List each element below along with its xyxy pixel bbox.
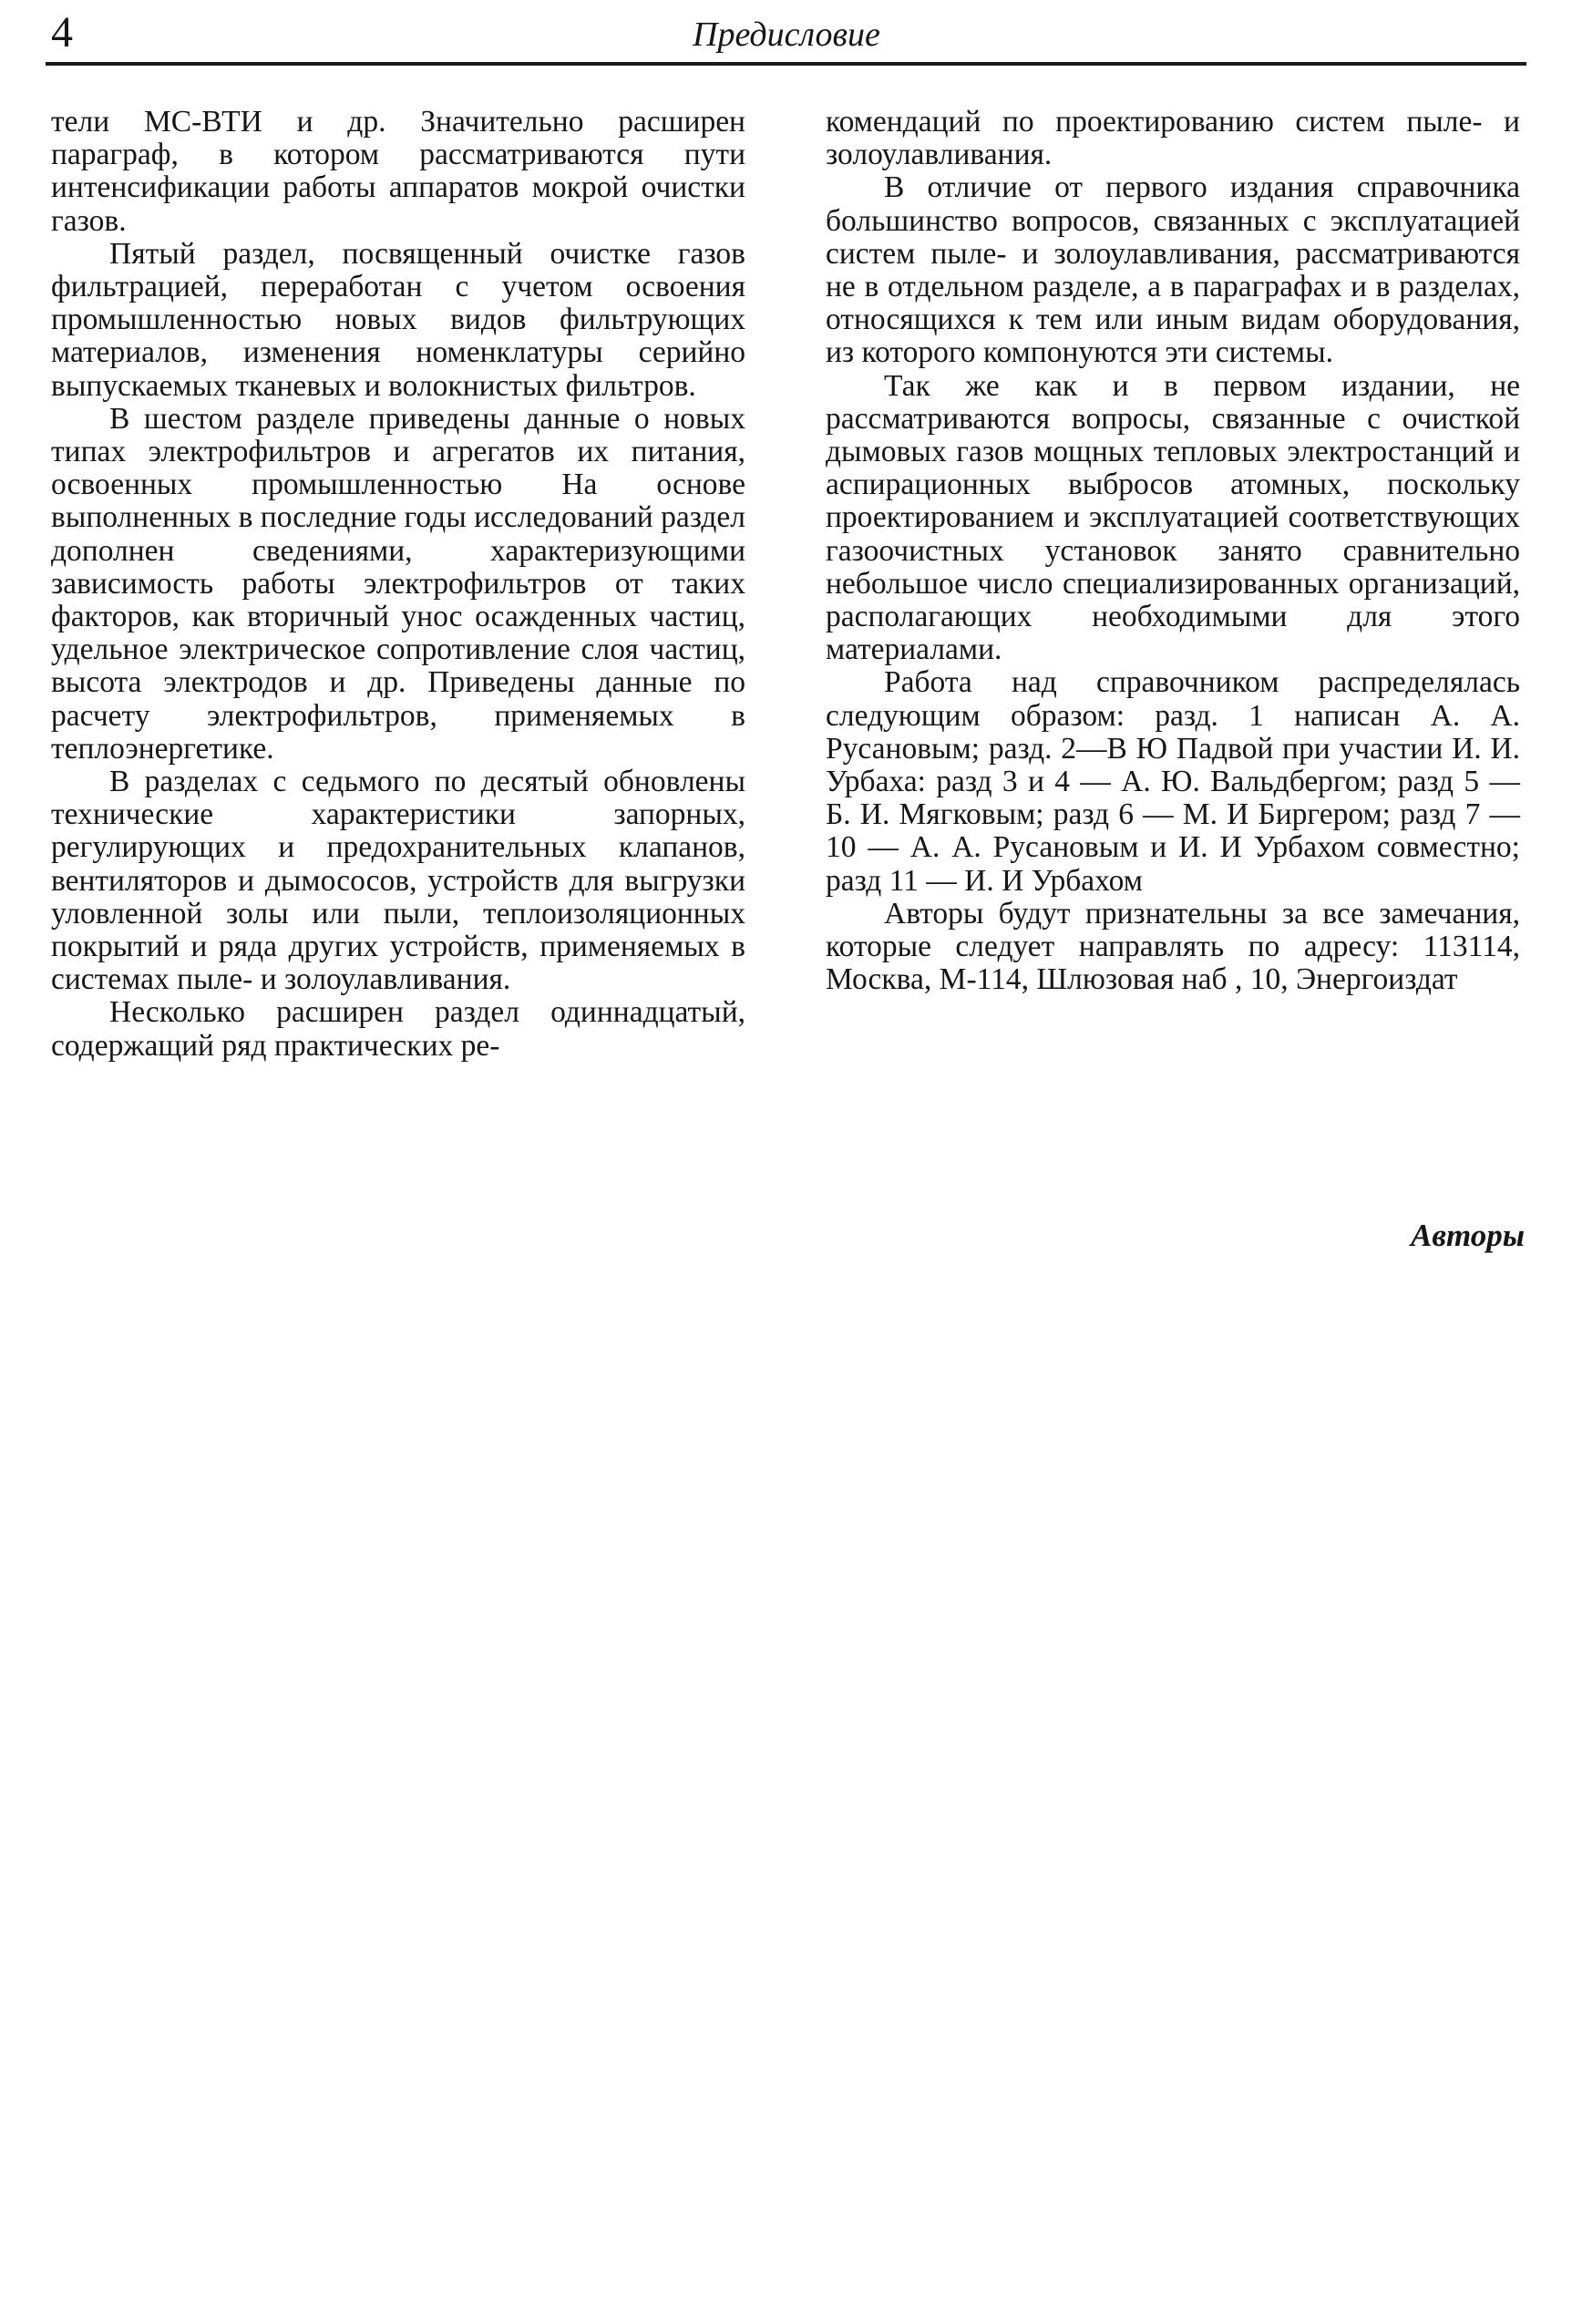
left-column xyxy=(51,106,745,1063)
paragraph: Пятый раздел, посвященный очистке газов фильтрацией, переработан с учетом освоения промышленностью новых видов фильтрующих материалов, изменения номенклатуры серийно выпускаемых тканевых и волокнистых фильтров. xyxy=(51,236,745,403)
paragraph: Авторы будут признательны за все замечания, которые следует направлять по адресу: 113114, Москва, М-114, Шлюзовая наб , 10, Энергоиздат xyxy=(826,896,1520,997)
paragraph: тели МС-ВТИ и др. Значительно расширен параграф, в котором рассматриваются пути интенсификации работы аппаратов мокрой очистки газов. xyxy=(51,105,745,238)
paragraph: В шестом разделе приведены данные о новых типах электрофильтров и агрегатов их питания, освоенных промышленностью На основе выполненных в последние годы исследований раздел дополнен сведениями, характеризующими зависимость работы электрофильтров от таких факторов, как вторичный унос осажденных частиц, удельное электрическое сопротивление слоя частиц, высота электродов и др. Приведены данные по расчету электрофильтров, применяемых в теплоэнергетике. xyxy=(51,401,745,766)
authors-signature: Авторы xyxy=(1410,1218,1525,1253)
paragraph: В отличие от первого издания справочника большинство вопросов, связанных с эксплуатацией систем пыле- и золоулавливания, рассматриваются не в отдельном разделе, а в параграфах и в разделах, относящихся к тем или иным видам оборудования, из которого компонуются эти системы. xyxy=(826,170,1520,370)
paragraph: В разделах с седьмого по десятый обновлены технические характеристики запорных, регулирующих и предохранительных клапанов, вентиляторов и дымососов, устройств для выгрузки уловленной золы или пыли, теплоизоляционных покрытий и ряда других устройств, применяемых в системах пыле- и золоулавливания. xyxy=(51,765,745,997)
running-title: Предисловие xyxy=(693,15,880,54)
paragraph: Несколько расширен раздел одиннадцатый, содержащий ряд практических ре- xyxy=(51,995,745,1063)
page-header xyxy=(46,5,1526,66)
right-column xyxy=(826,106,1520,996)
paragraph: Работа над справочником распределялась следующим образом: разд. 1 написан А. А. Русановым; разд. 2—В Ю Падвой при участии И. И. Урбаха: разд 3 и 4 — А. Ю. Вальдбергом; разд 5 — Б. И. Мягковым; разд 6 — М. И Биргером; разд 7 — 10 — А. А. Русановым и И. И Урбахом совместно; разд 11 — И. И Урбахом xyxy=(826,665,1520,898)
paragraph: комендаций по проектированию систем пыле- и золоулавливания. xyxy=(826,105,1520,172)
page-number: 4 xyxy=(51,8,73,57)
paragraph: Так же как и в первом издании, не рассматриваются вопросы, связанные с очисткой дымовых газов мощных тепловых электростанций и аспирационных выбросов атомных, поскольку проектированием и эксплуатацией соответствующих газоочистных установок занято сравнительно небольшое число специализированных организаций, располагающих необходимыми для этого материалами. xyxy=(826,368,1520,667)
